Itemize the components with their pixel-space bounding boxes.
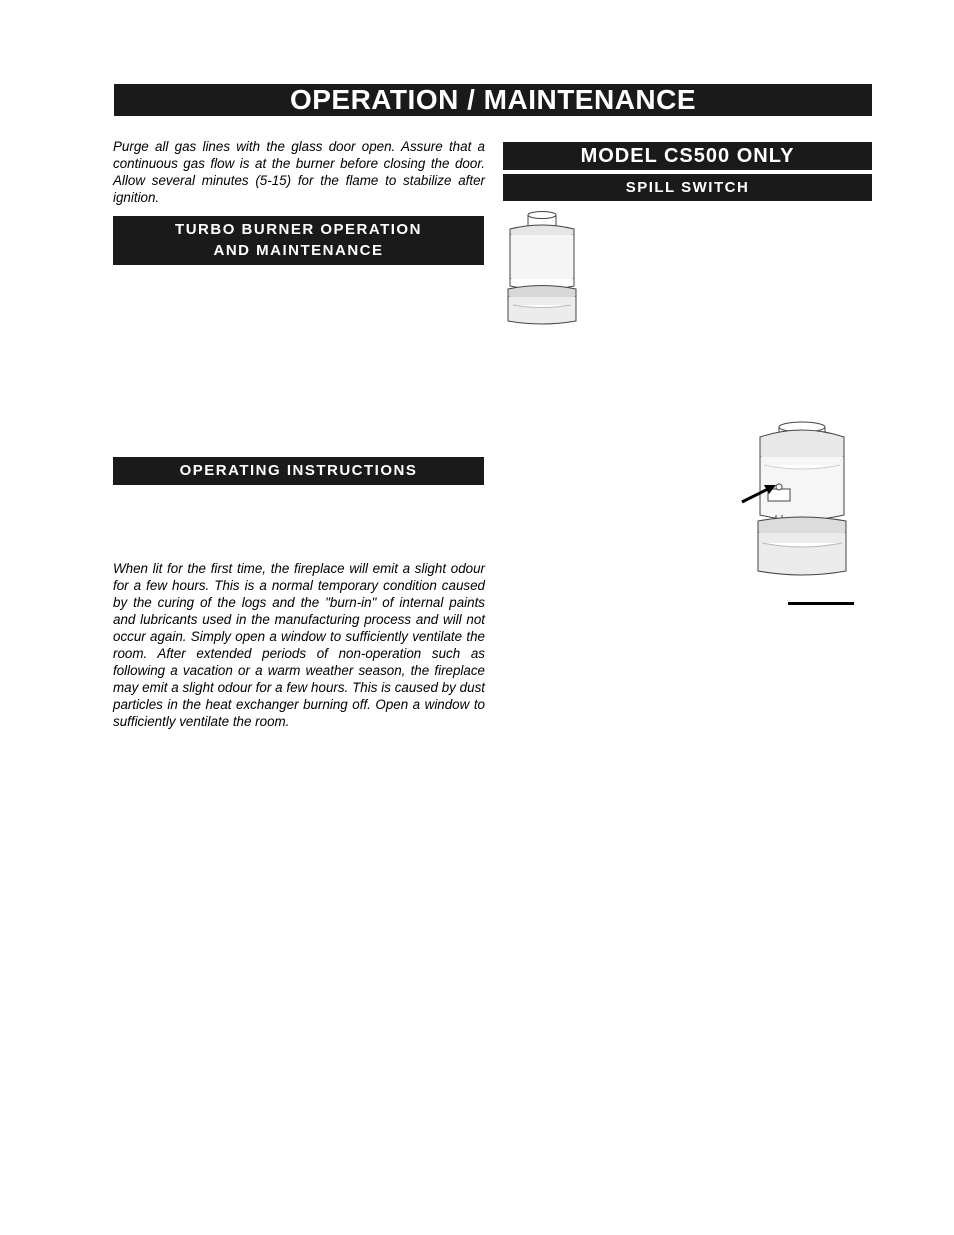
turbo-heading-line-1: TURBO BURNER OPERATION	[175, 221, 422, 238]
odour-notice-paragraph: When lit for the first time, the fireplace will emit a slight odour for a few hours. This is a normal temporary condition caused by the curing of the logs and the "burn-in" of internal paints and lubricants used in the manufacturing process and will not occur again. Simply open a window to sufficiently ventilate the room. After extended periods of non-operation such as following a vacation or a warm weather season, the fireplace may emit a slight odour for a few hours. This is caused by dust particles in the heat exchanger burning off. Open a window to sufficiently ventilate the room.	[113, 561, 485, 729]
flue-adaptor-small-illustration	[503, 209, 581, 325]
purge-instructions-paragraph: Purge all gas lines with the glass door open. Assure that a continuous gas flow is at the burner before closing the door. Allow several minutes (5-15) for the flame to stabilize after ignition.	[113, 139, 485, 205]
page-title: OPERATION / MAINTENANCE	[114, 84, 872, 116]
flue-adaptor-spill-switch-illustration	[738, 415, 864, 579]
operating-instructions-heading: OPERATING INSTRUCTIONS	[113, 457, 484, 485]
turbo-heading-line-2: AND MAINTENANCE	[213, 242, 384, 259]
turbo-burner-heading	[113, 216, 484, 265]
figure-caption-rule	[788, 602, 854, 605]
model-heading: MODEL CS500 ONLY	[503, 142, 872, 170]
spill-switch-heading: SPILL SWITCH	[503, 174, 872, 201]
